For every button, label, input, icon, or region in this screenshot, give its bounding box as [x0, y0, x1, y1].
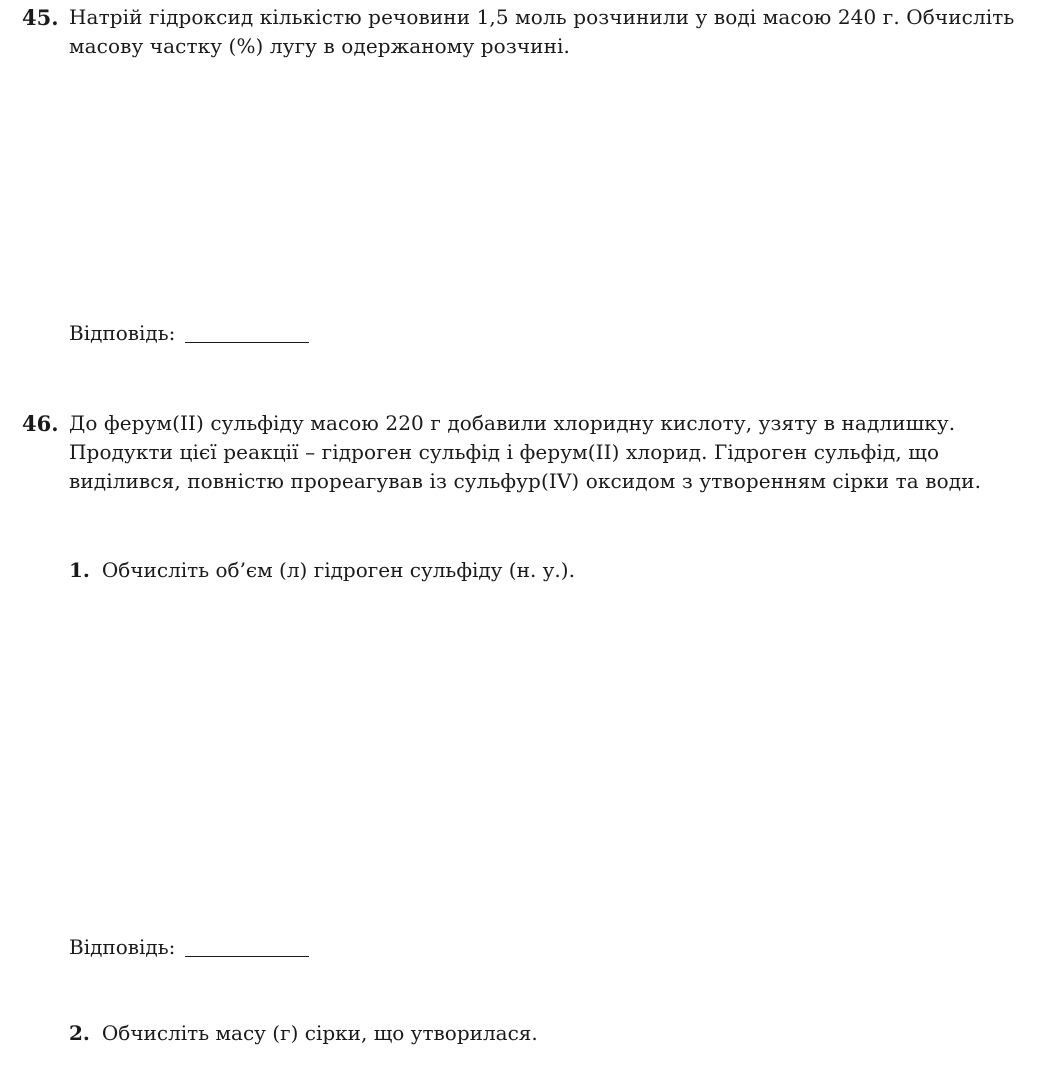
problem-text: Натрій гідроксид кількістю речовини 1,5 моль розчинили у воді масою 240 г. Обчисліть масову частку (%) лугу в одержаному розчині.	[69, 5, 1015, 58]
subquestion-text: Обчисліть масу (г) сірки, що утворилася.	[101, 1021, 538, 1045]
problem-number: 45.	[22, 5, 59, 30]
answer-line-45	[69, 319, 309, 347]
subquestion-number: 2.	[69, 1021, 90, 1045]
subquestion-1	[69, 556, 575, 584]
problem-number: 46.	[22, 411, 59, 436]
problem-text: До ферум(II) сульфіду масою 220 г добавили хлоридну кислоту, узяту в надлишку. Продукти цієї реакції – гідроген сульфід і ферум(II) хлорид. Гідроген сульфід, що виділився, повністю прореагував із сульфур(IV) оксидом з утворенням сірки та води.	[69, 411, 982, 493]
answer-blank-45[interactable]	[185, 322, 309, 343]
subquestion-text: Обчисліть об’єм (л) гідроген сульфіду (н. у.).	[101, 558, 575, 582]
problem-46	[22, 409, 1032, 496]
answer-label: Відповідь:	[69, 935, 176, 959]
subquestion-number: 1.	[69, 558, 90, 582]
answer-blank-46-1[interactable]	[185, 936, 309, 957]
answer-line-46-1	[69, 933, 309, 961]
subquestion-2	[69, 1019, 538, 1047]
answer-label: Відповідь:	[69, 321, 176, 345]
problem-45	[22, 3, 1032, 61]
